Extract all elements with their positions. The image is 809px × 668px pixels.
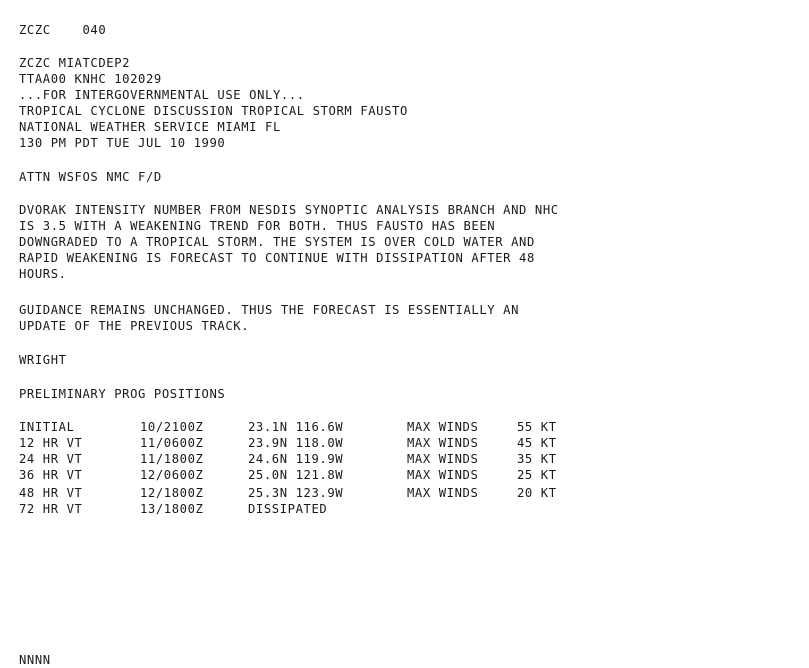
max-winds-value: 45 KT bbox=[517, 436, 557, 450]
table-row bbox=[19, 435, 557, 451]
storm-position: 25.3N 123.9W bbox=[248, 486, 344, 500]
valid-time-label: 36 HR VT bbox=[19, 468, 83, 482]
bulletin-end-marker: NNNN bbox=[19, 653, 51, 667]
max-winds-label: MAX WINDS bbox=[407, 436, 479, 450]
bulletin-page bbox=[19, 0, 799, 666]
max-winds-label: MAX WINDS bbox=[407, 468, 479, 482]
bulletin-product-id: ZCZC MIATCDEP2 bbox=[19, 56, 131, 70]
bulletin-attention: ATTN WSFOS NMC F/D bbox=[19, 170, 162, 184]
bulletin-wmo-header: TTAA00 KNHC 102029 bbox=[19, 72, 162, 86]
forecast-time: 11/0600Z bbox=[140, 436, 204, 450]
valid-time-label: INITIAL bbox=[19, 420, 75, 434]
discussion-line: DOWNGRADED TO A TROPICAL STORM. THE SYSTEM IS OVER COLD WATER AND bbox=[19, 235, 535, 249]
valid-time-label: 48 HR VT bbox=[19, 486, 83, 500]
table-row bbox=[19, 485, 557, 501]
table-row bbox=[19, 419, 557, 435]
bulletin-restriction: ...FOR INTERGOVERNMENTAL USE ONLY... bbox=[19, 88, 305, 102]
max-winds-label: MAX WINDS bbox=[407, 420, 479, 434]
forecast-time: 10/2100Z bbox=[140, 420, 204, 434]
bulletin-title: TROPICAL CYCLONE DISCUSSION TROPICAL STORM FAUSTO bbox=[19, 104, 408, 118]
storm-position: 25.0N 121.8W bbox=[248, 468, 344, 482]
max-winds-value: 20 KT bbox=[517, 486, 557, 500]
valid-time-label: 12 HR VT bbox=[19, 436, 83, 450]
storm-position: 23.9N 118.0W bbox=[248, 436, 344, 450]
discussion-line: RAPID WEAKENING IS FORECAST TO CONTINUE WITH DISSIPATION AFTER 48 bbox=[19, 251, 535, 265]
forecast-time: 12/0600Z bbox=[140, 468, 204, 482]
max-winds-value: 35 KT bbox=[517, 452, 557, 466]
prog-positions-title: PRELIMINARY PROG POSITIONS bbox=[19, 387, 226, 401]
discussion-line: HOURS. bbox=[19, 267, 67, 281]
valid-time-label: 24 HR VT bbox=[19, 452, 83, 466]
forecast-time: 11/1800Z bbox=[140, 452, 204, 466]
max-winds-value: 55 KT bbox=[517, 420, 557, 434]
storm-position: 24.6N 119.9W bbox=[248, 452, 344, 466]
valid-time-label: 72 HR VT bbox=[19, 502, 83, 516]
table-row bbox=[19, 501, 328, 517]
max-winds-label: MAX WINDS bbox=[407, 486, 479, 500]
discussion-line: IS 3.5 WITH A WEAKENING TREND FOR BOTH. THUS FAUSTO HAS BEEN bbox=[19, 219, 496, 233]
bulletin-issuer: NATIONAL WEATHER SERVICE MIAMI FL bbox=[19, 120, 281, 134]
table-row bbox=[19, 451, 557, 467]
forecast-time: 12/1800Z bbox=[140, 486, 204, 500]
table-row bbox=[19, 467, 557, 483]
max-winds-value: 25 KT bbox=[517, 468, 557, 482]
storm-position: 23.1N 116.6W bbox=[248, 420, 344, 434]
forecaster-signature: WRIGHT bbox=[19, 353, 67, 367]
forecast-time: 13/1800Z bbox=[140, 502, 204, 516]
bulletin-issue-time: 130 PM PDT TUE JUL 10 1990 bbox=[19, 136, 226, 150]
guidance-line: UPDATE OF THE PREVIOUS TRACK. bbox=[19, 319, 250, 333]
bulletin-header-code: ZCZC 040 bbox=[19, 23, 107, 37]
storm-position: DISSIPATED bbox=[248, 502, 328, 516]
discussion-line: DVORAK INTENSITY NUMBER FROM NESDIS SYNOPTIC ANALYSIS BRANCH AND NHC bbox=[19, 203, 559, 217]
guidance-line: GUIDANCE REMAINS UNCHANGED. THUS THE FORECAST IS ESSENTIALLY AN bbox=[19, 303, 520, 317]
max-winds-label: MAX WINDS bbox=[407, 452, 479, 466]
